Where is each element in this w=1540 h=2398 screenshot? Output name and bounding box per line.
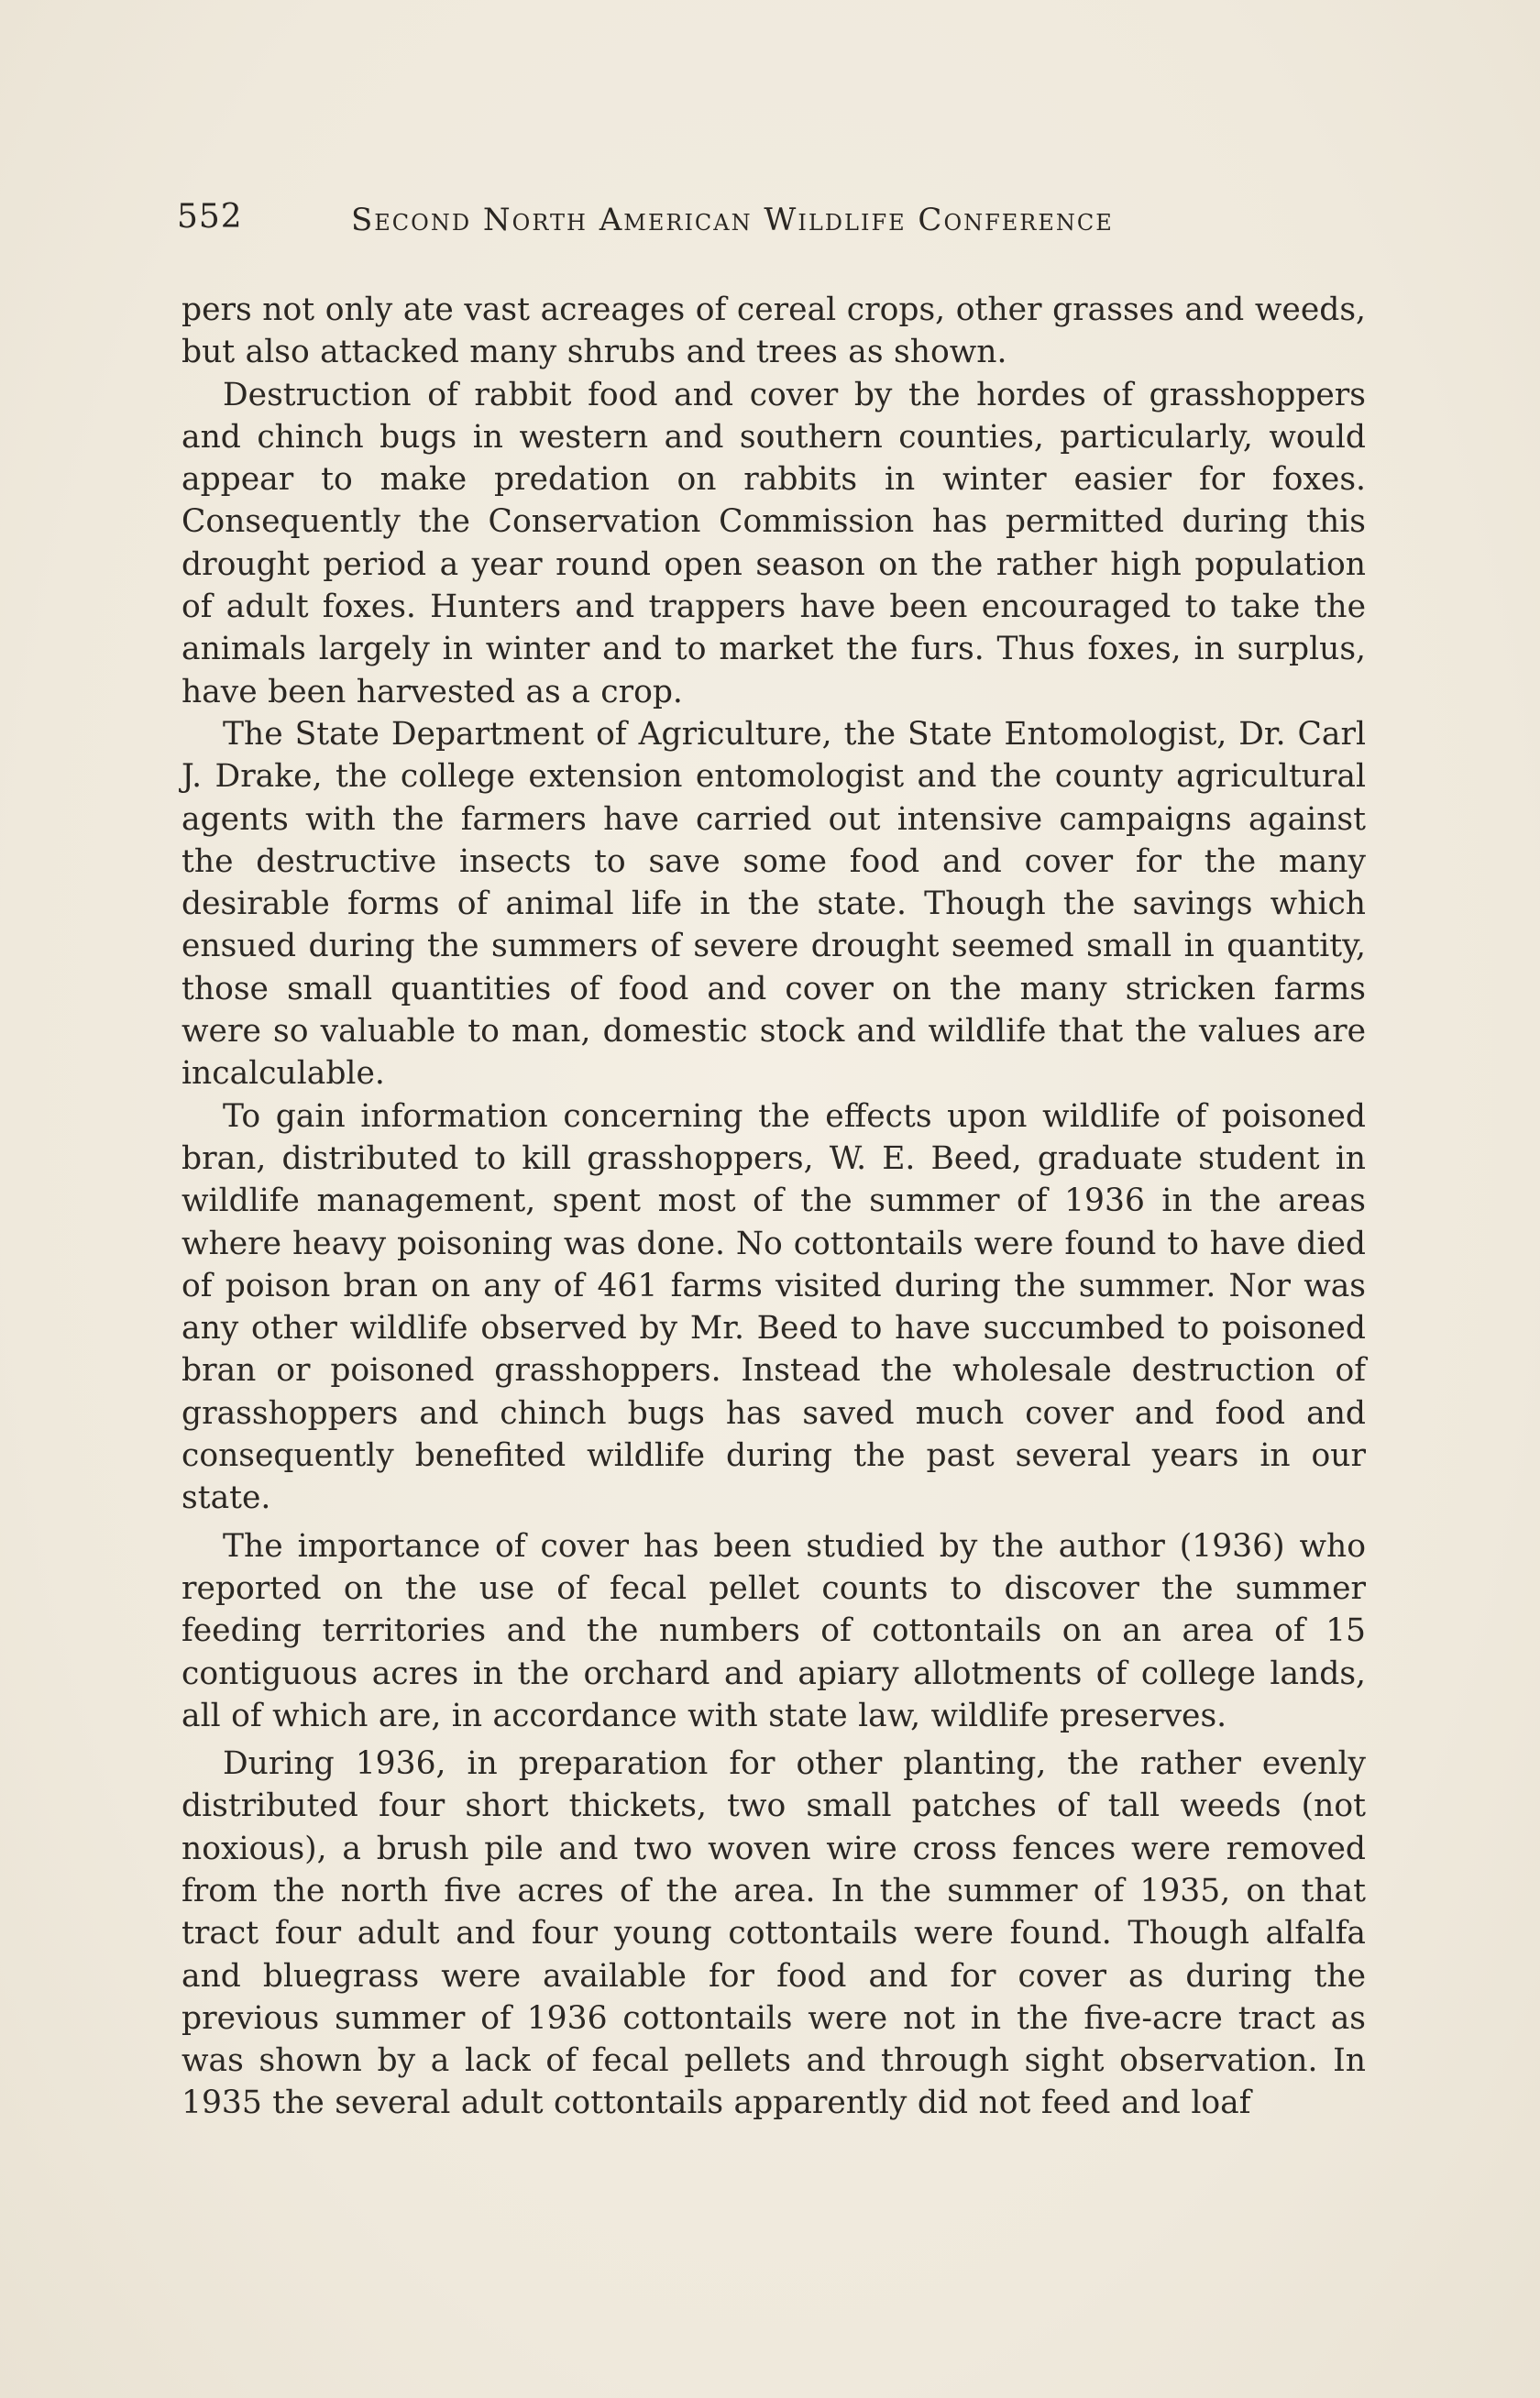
paragraph-3: The State Department of Agriculture, the State Entomologist, Dr. Carl J. Drake, the college extension entomologist and the county agricultural agents with the farmers have carried out intensive campaigns against the destructive insects to save some food and cover for the many desirable forms of animal life in the state. Though the savings which ensued during the summers of severe drought seemed small in quantity, those small quantities of food and cover on the many stricken farms were so valuable to man, domestic stock and wildlife that the values are incalculable. xyxy=(182,715,1366,1093)
paragraph-5: The importance of cover has been studied by the author (1936) who reported on the use of fecal pellet counts to discover the summer feeding territories and the numbers of cottontails on an area of 15 contiguous acres in the orchard and apiary allotments of college lands, all of which are, in accordance with state law, wildlife preserves. xyxy=(182,1527,1366,1734)
page-header xyxy=(177,194,1369,249)
paragraph-4: To gain information concerning the effects upon wildlife of poisoned bran, distributed to kill grasshoppers, W. E. Beed, graduate student in wildlife management, spent most of the summer of 1936 in the areas where heavy poisoning was done. No cottontails were found to have died of poison bran on any of 461 farms visited during the summer. Nor was any other wildlife observed by Mr. Beed to have succumbed to poisoned bran or poisoned grasshoppers. Instead the wholesale destruction of grasshoppers and chinch bugs has saved much cover and food and consequently benefited wildlife during the past several years in our state. xyxy=(182,1097,1366,1517)
body-text xyxy=(182,289,1366,2125)
running-title: Second North American Wildlife Conference xyxy=(351,202,1114,238)
paragraph-2: Destruction of rabbit food and cover by the hordes of grasshoppers and chinch bugs in western and southern counties, particularly, would appear to make predation on rabbits in winter easier for foxes. Consequently the Conservation Commission has permitted during this drought period a year round open season on the rather high population of adult foxes. Hunters and trappers have been encouraged to take the animals largely in winter and to market the furs. Thus foxes, in surplus, have been harvested as a crop. xyxy=(182,376,1366,710)
paragraph-6: During 1936, in preparation for other planting, the rather evenly distributed four short thickets, two small patches of tall weeds (not noxious), a brush pile and two woven wire cross fences were removed from the north five acres of the area. In the summer of 1935, on that tract four adult and four young cottontails were found. Though alfalfa and bluegrass were available for food and for cover as during the previous summer of 1936 cottontails were not in the five-acre tract as was shown by a lack of fecal pellets and through sight observation. In 1935 the several adult cottontails apparently did not feed and loaf xyxy=(182,1745,1366,2122)
page-number: 552 xyxy=(177,198,243,236)
paragraph-1: pers not only ate vast acreages of cereal crops, other grasses and weeds, but also attacked many shrubs and trees as shown. xyxy=(182,292,1366,371)
